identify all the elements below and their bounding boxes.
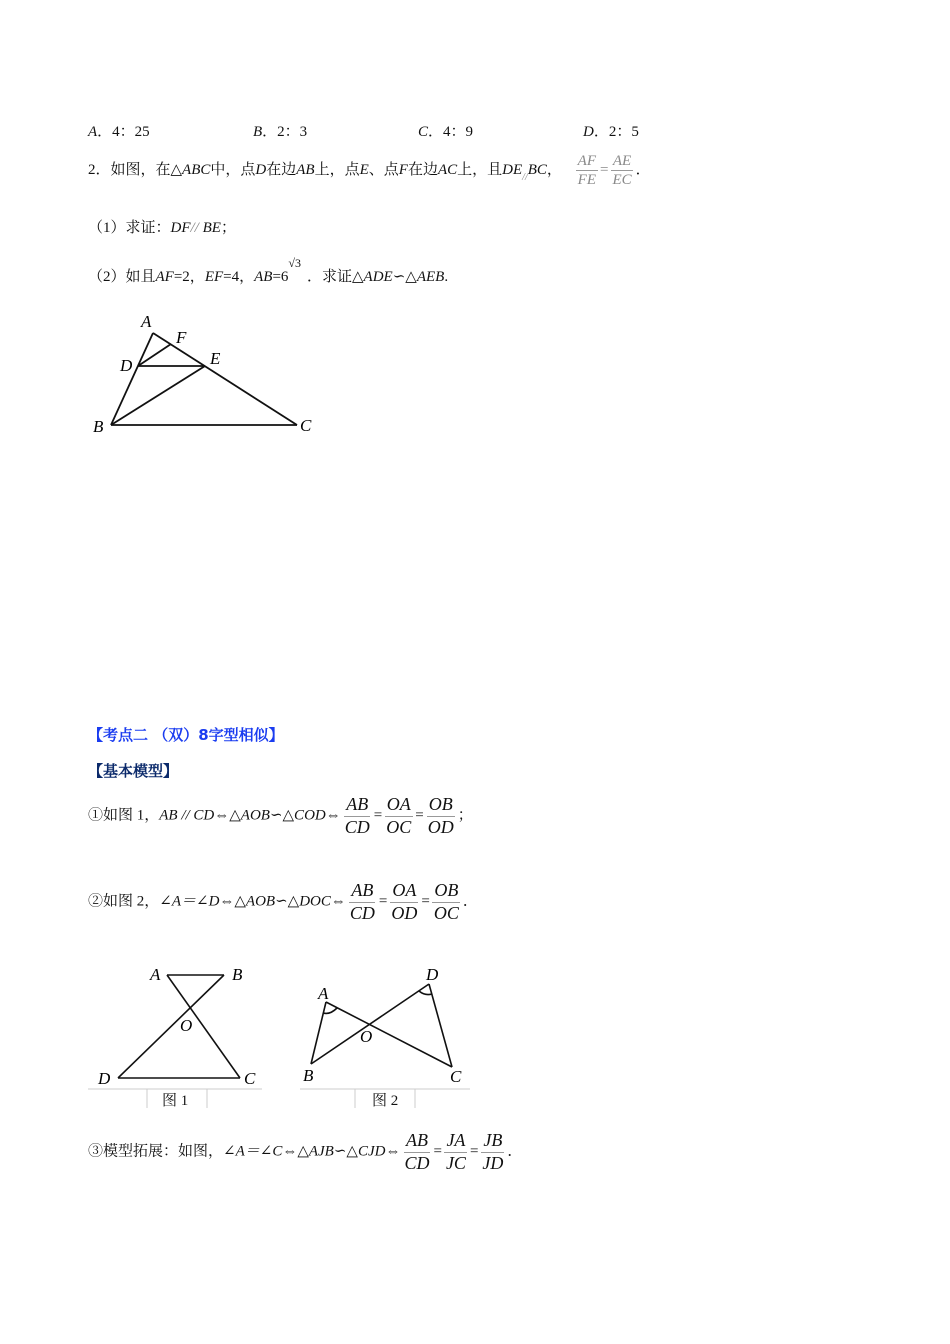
equals: = — [421, 893, 430, 910]
numerator: JA — [444, 1130, 467, 1153]
fig2-label-c: C — [450, 1067, 462, 1086]
fig1-label-a: A — [150, 965, 161, 984]
label-d: D — [120, 356, 133, 375]
option-text: ．2：3 — [262, 124, 308, 140]
equals: = — [433, 1143, 442, 1160]
figure-1 — [118, 975, 240, 1078]
numerator: AB — [349, 880, 375, 903]
denominator: OD — [391, 902, 418, 923]
math: ∠A＝∠D⇔△AOB∽△DOC⇔ — [159, 893, 346, 910]
text: 上，且 — [457, 161, 503, 178]
text: ①如图 1， — [88, 807, 160, 824]
fraction — [480, 1130, 505, 1174]
equals: = — [469, 1143, 479, 1160]
option-letter: C — [418, 124, 429, 140]
text: 上，点 — [314, 161, 360, 178]
model-1 — [88, 794, 473, 838]
angle-d-arc — [419, 991, 432, 995]
math: BC — [527, 161, 547, 178]
denominator: OD — [427, 816, 454, 837]
denominator: JD — [482, 1152, 504, 1173]
label-c: C — [300, 416, 312, 435]
text: 在边 — [407, 161, 438, 178]
denominator: OC — [433, 902, 459, 923]
math: AEB — [416, 269, 445, 285]
option-letter: A — [88, 124, 98, 140]
text: （2）如且 — [88, 269, 156, 285]
sqrt-superscript: √3 — [288, 256, 301, 270]
numerator: AF — [577, 153, 596, 169]
text: ， — [546, 161, 562, 178]
fig1-caption-frame — [88, 1089, 470, 1108]
fraction — [384, 794, 413, 838]
option-letter: B — [253, 124, 263, 140]
label-a: A — [141, 312, 152, 331]
segment-dc — [429, 984, 452, 1067]
equals: = — [373, 807, 383, 824]
segment-ac — [153, 333, 297, 425]
fig2-label-o: O — [360, 1027, 373, 1046]
math: ABC — [182, 161, 211, 178]
label-b: B — [93, 417, 104, 436]
numerator: OA — [390, 880, 418, 903]
text: =6 — [272, 269, 289, 285]
text: ． — [635, 161, 651, 178]
math: AF — [155, 269, 174, 285]
figure-2 — [311, 984, 452, 1067]
segment-ac — [167, 975, 240, 1078]
numerator: JB — [481, 1130, 504, 1153]
subsection-title: 【基本模型】 — [88, 762, 179, 780]
figure-1-caption: 图 1 — [162, 1093, 189, 1109]
model-2 — [88, 880, 478, 924]
fig1-label-o: O — [180, 1016, 193, 1035]
math: DF — [170, 220, 191, 236]
fraction — [444, 1130, 468, 1174]
segment-bd — [118, 975, 224, 1078]
math: ∠A＝∠C⇔△AJB∽△CJD⇔ — [223, 1143, 401, 1160]
math: AB — [254, 269, 273, 285]
math: E — [359, 161, 369, 178]
math: D — [255, 161, 267, 178]
text: ； — [457, 807, 473, 824]
numerator: AB — [404, 1130, 430, 1153]
denominator: OC — [386, 816, 412, 837]
model-3 — [88, 1130, 522, 1174]
fig2-label-a: A — [318, 984, 329, 1003]
math: AB — [296, 161, 315, 178]
text: ． — [462, 893, 478, 910]
numerator: OB — [427, 794, 455, 817]
math: BE — [202, 220, 221, 236]
numerator: OB — [432, 880, 460, 903]
denominator: CD — [344, 816, 370, 837]
denominator: FE — [577, 172, 596, 188]
text: 在边 — [266, 161, 297, 178]
equals: = — [600, 161, 609, 178]
option-text: ．2：5 — [593, 124, 639, 140]
math: AB // CD⇔△AOB∽△COD⇔ — [159, 807, 341, 824]
equals: = — [415, 807, 424, 824]
numerator: AE — [612, 153, 632, 169]
text: ．求证△ — [307, 269, 364, 285]
text: ②如图 2， — [88, 893, 160, 910]
parallel-symbol: // — [522, 171, 528, 183]
fraction — [426, 794, 456, 838]
text: ∽△ — [392, 269, 417, 285]
text: （1）求证： — [88, 220, 171, 236]
text: 中，点 — [210, 161, 256, 178]
section-title: 【考点二 （双）8字型相似】 — [88, 726, 284, 744]
math: F — [398, 161, 408, 178]
math: DE — [502, 161, 523, 178]
parallel-symbol: // — [190, 220, 199, 236]
triangle-abc-figure — [111, 333, 297, 425]
numerator: AB — [344, 794, 370, 817]
fig2-label-d: D — [426, 965, 439, 984]
fraction — [348, 880, 377, 924]
fig1-label-d: D — [98, 1069, 111, 1088]
label-e: E — [210, 349, 221, 368]
text: ； — [220, 220, 236, 236]
text: =2， — [173, 269, 205, 285]
fig1-label-b: B — [232, 965, 243, 984]
math: ADE — [363, 269, 393, 285]
denominator: JC — [445, 1152, 466, 1173]
text: . — [444, 269, 449, 285]
numerator: OA — [385, 794, 413, 817]
fraction — [389, 880, 419, 924]
option-text: ．4：9 — [428, 124, 474, 140]
option-text: ．4：25 — [97, 124, 150, 140]
fig2-label-b: B — [303, 1066, 314, 1085]
denominator: CD — [404, 1152, 430, 1173]
text: ③模型拓展：如图， — [88, 1143, 224, 1160]
text: 、点 — [368, 161, 399, 178]
text: ． — [507, 1143, 523, 1160]
text: 2．如图，在△ — [88, 161, 183, 178]
label-f: F — [176, 328, 187, 347]
fraction — [402, 1130, 431, 1174]
figure-2-caption: 图 2 — [372, 1093, 399, 1109]
equals: = — [378, 893, 388, 910]
denominator: CD — [349, 902, 375, 923]
fig1-label-c: C — [244, 1069, 256, 1088]
segment-db — [311, 984, 429, 1064]
denominator: EC — [612, 172, 632, 188]
fraction — [343, 794, 372, 838]
math: AC — [437, 161, 458, 178]
math: EF — [204, 269, 224, 285]
text: =4， — [223, 269, 255, 285]
option-letter: D — [583, 124, 594, 140]
fraction — [432, 880, 461, 924]
